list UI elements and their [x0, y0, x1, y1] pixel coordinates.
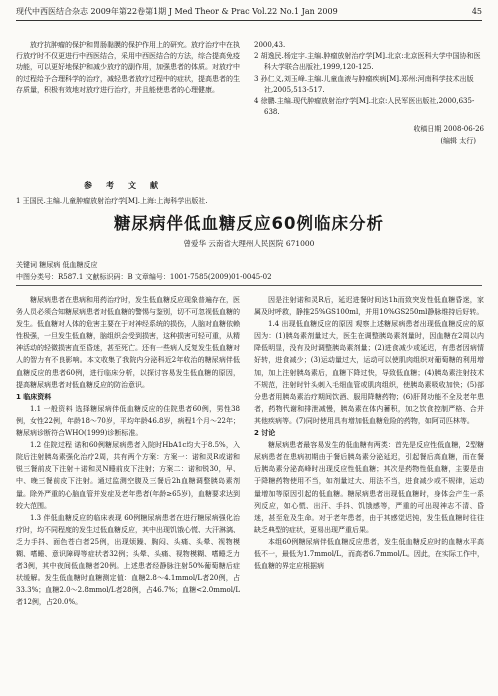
references-left — [16, 196, 240, 207]
references-right — [254, 40, 484, 118]
body-paragraph: 1.1 一般资料 选择糖尿病伴低血糖反应的住院患者60例，男性38例，女性22例，年龄18～70岁，平均年龄46.8岁，病程1个月～22年；糖尿病诊断符合WHO(1999)诊断标准。 — [16, 404, 240, 438]
article-body — [16, 294, 482, 692]
references-heading: 参考文献 — [84, 180, 172, 190]
section-heading: 2 讨论 — [254, 429, 276, 438]
top-left-paragraph: 放疗抗肿瘤的保护和胃肠黏膜的保护作用上的研究。放疗治疗中在执行放疗时不仅更进行中西医结合，采用中西医结合的方法，综合提高免疫功能，可以更好地保护和减少放疗的副作用，加强患者的体质。对放疗中的过程给予合理科学的治疗，减轻患者放疗过程中的症状，提高患者的生存质量，积极有效地对放疗进行治疗，并且能使患者的心理健康。 — [16, 41, 240, 94]
section-heading: 1 临床资料 — [16, 392, 52, 401]
body-right-column — [254, 294, 484, 692]
classification-line: 中图分类号：R587.1 文献标识码：B 文章编号：1001-7585(2009)01-0045-02 — [16, 273, 272, 281]
body-left-column — [16, 294, 240, 692]
body-paragraph: 因是注射诺和灵R后，延迟进餐时间达1h而致突发性低血糖昏迷，家属及时呼救，静推25%GS100ml，并用10%GS250ml静脉维持后好转。 — [254, 296, 484, 317]
body-paragraph: 糖尿病患者最容易发生的低血糖有两类：首先是反应性低血糖，2型糖尿病患者在患病初期由于餐后胰岛素分泌延迟，引起餐后高血糖，而在餐后胰岛素分泌高峰时出现反应性低血糖；其次是药物性低血糖，主要是由于降糖药物使用不当，如剂量过大、用法不当，进食减少或不规律，运动量增加等原因引起的低血糖。糖尿病患者出现低血糖时，身体会产生一系列反应，如心慌、出汗、手抖、饥饿感等，严重的可出现神志不清、昏迷，甚至危及生命。对于老年患者，由于其感觉迟钝，发生低血糖时往往缺乏典型的症状，更易出现严重后果。 — [254, 441, 484, 534]
body-paragraph: 本组60例糖尿病伴低血糖反应患者，发生低血糖反应时的血糖水平高低不一，最低为1.7mmol/L，而高者6.7mmol/L。因此，在实际工作中，低血糖的界定应根据病 — [254, 537, 484, 571]
reference-item: 3 孙仁义,刘玉峰.主编.儿童血液与肿瘤疾病[M].郑州:河南科学技术出版社,2005,513-517. — [254, 74, 474, 94]
body-paragraph: 1.3 伴低血糖反应的临床表现 60例糖尿病患者在进行糖尿病强化治疗时，均不同程度的发生过低血糖反应，其中出现饥饿心慌、大汗淋漓、乏力手抖、面色苍白者25例，出现烦躁、胸闷、头痛、头晕、视物模糊、嗜睡、意识障碍等症状者32例；头晕、头痛、视物模糊、嗜睡乏力者3例，其中夜间低血糖者20例。上述患者经静脉注射50%葡萄糖后症状缓解。发生低血糖时血糖测定值：血糖2.8～4.1mmol/L者20例，占33.3%；血糖2.0～2.8mmol/L者28例，占46.7%；血糖<2.0mmol/L者12例，占20.0%。 — [16, 513, 240, 607]
top-left-column — [16, 40, 240, 96]
body-paragraph: 1.4 出现低血糖反应的原因 观察上述糖尿病患者出现低血糖反应的原因为：(1)胰岛素剂量过大，医生在调整胰岛素剂量时，因血糖在2周以内降低明显，没有及时调整胰岛素剂量；(2)进食减少或延迟，有患者因病情好转，进食减少；(3)运动量过大，运动可以使肌肉组织对葡萄糖的利用增加，加上注射胰岛素后，血糖下降过快，导致低血糖；(4)胰岛素注射技术不规范，注射时针头刺入毛细血管或肌肉组织，使胰岛素吸收加快；(5)部分患者用胰岛素治疗期间饮酒、服用降糖药物；(6)肝肾功能不全及老年患者，药物代谢和排泄减慢，胰岛素在体内蓄积，加之饮食控制严格、合并其他疾病等。(7)同时使用具有增加低血糖危险的药物，如阿司匹林等。 — [254, 320, 484, 425]
top-right-column — [254, 40, 484, 145]
reference-item: 1 王国民.主编.儿童肿瘤放射治疗学[M].上海:上海科学出版社. — [16, 197, 208, 205]
divider — [16, 285, 482, 286]
reference-item: 2 胡逸民.杨定宇.主编.肿瘤放射治疗学[M].北京:北京医科大学中国协和医科大学联合出版社,1999,120-125. — [254, 52, 481, 72]
keywords: 关键词 糖尿病 低血糖反应 — [16, 261, 98, 269]
article-title: 糖尿病伴低血糖反应60例临床分析 — [114, 214, 384, 233]
reference-item: 2000,43. — [254, 41, 286, 49]
reference-item: 4 徐鹏.主编.现代肿瘤放射治疗学[M].北京:人民军医出版社,2000,635-638. — [254, 97, 475, 117]
editor-note: (编辑 太行) — [440, 137, 476, 145]
running-header — [16, 4, 482, 21]
article-authors: 曾爱华 云南省大理州人民医院 671000 — [183, 239, 315, 248]
header-journal: 现代中西医结合杂志 2009年第22卷第1期 J Med Theor & Prac Vol.22 No.1 Jan 2009 — [16, 7, 338, 16]
received-date: 收稿日期 2008-06-26 — [413, 125, 484, 133]
header-page-number: 45 — [471, 7, 482, 16]
body-paragraph: 1.2 住院过程 诺和60例糖尿病患者入院时HbA1c均大于8.5%，入院后注射胰岛素强化治疗2周，共有两个方案：方案一：诺和灵R或诺和锐三餐前皮下注射＋诺和灵N睡前皮下注射；方案二：诺和锐30，早、中、晚三餐前皮下注射。通过监测空腹及三餐后2h血糖调整胰岛素剂量。除外严重的心脑血管并发症及老年患者(年龄≥65岁)，血糖要求达到较大范围。 — [16, 441, 240, 510]
previous-article-tail — [16, 40, 482, 148]
body-paragraph: 糖尿病患者在患病和用药治疗时，发生低血糖反应现象普遍存在，医务人员必须合知糖尿病患者对低血糖的警惕与鉴别，切不可忽视低血糖的发生。低血糖对人体的危害主要在于对神经系统的损伤，人脑对血糖依赖性极强，一旦发生低血糖，脑组织会受到损害，这种损害可轻可重，从精神活动的轻微损害直至昏迷，甚至死亡。还有一些病人反复发生低血糖对人的智力有不良影响。本文收集了我院内分泌科近2年收治的糖尿病伴低血糖反应的患者60例，进行临床分析，以探讨容易发生低血糖的原因，提高糖尿病患者对低血糖反应的防治意识。 — [16, 296, 240, 389]
